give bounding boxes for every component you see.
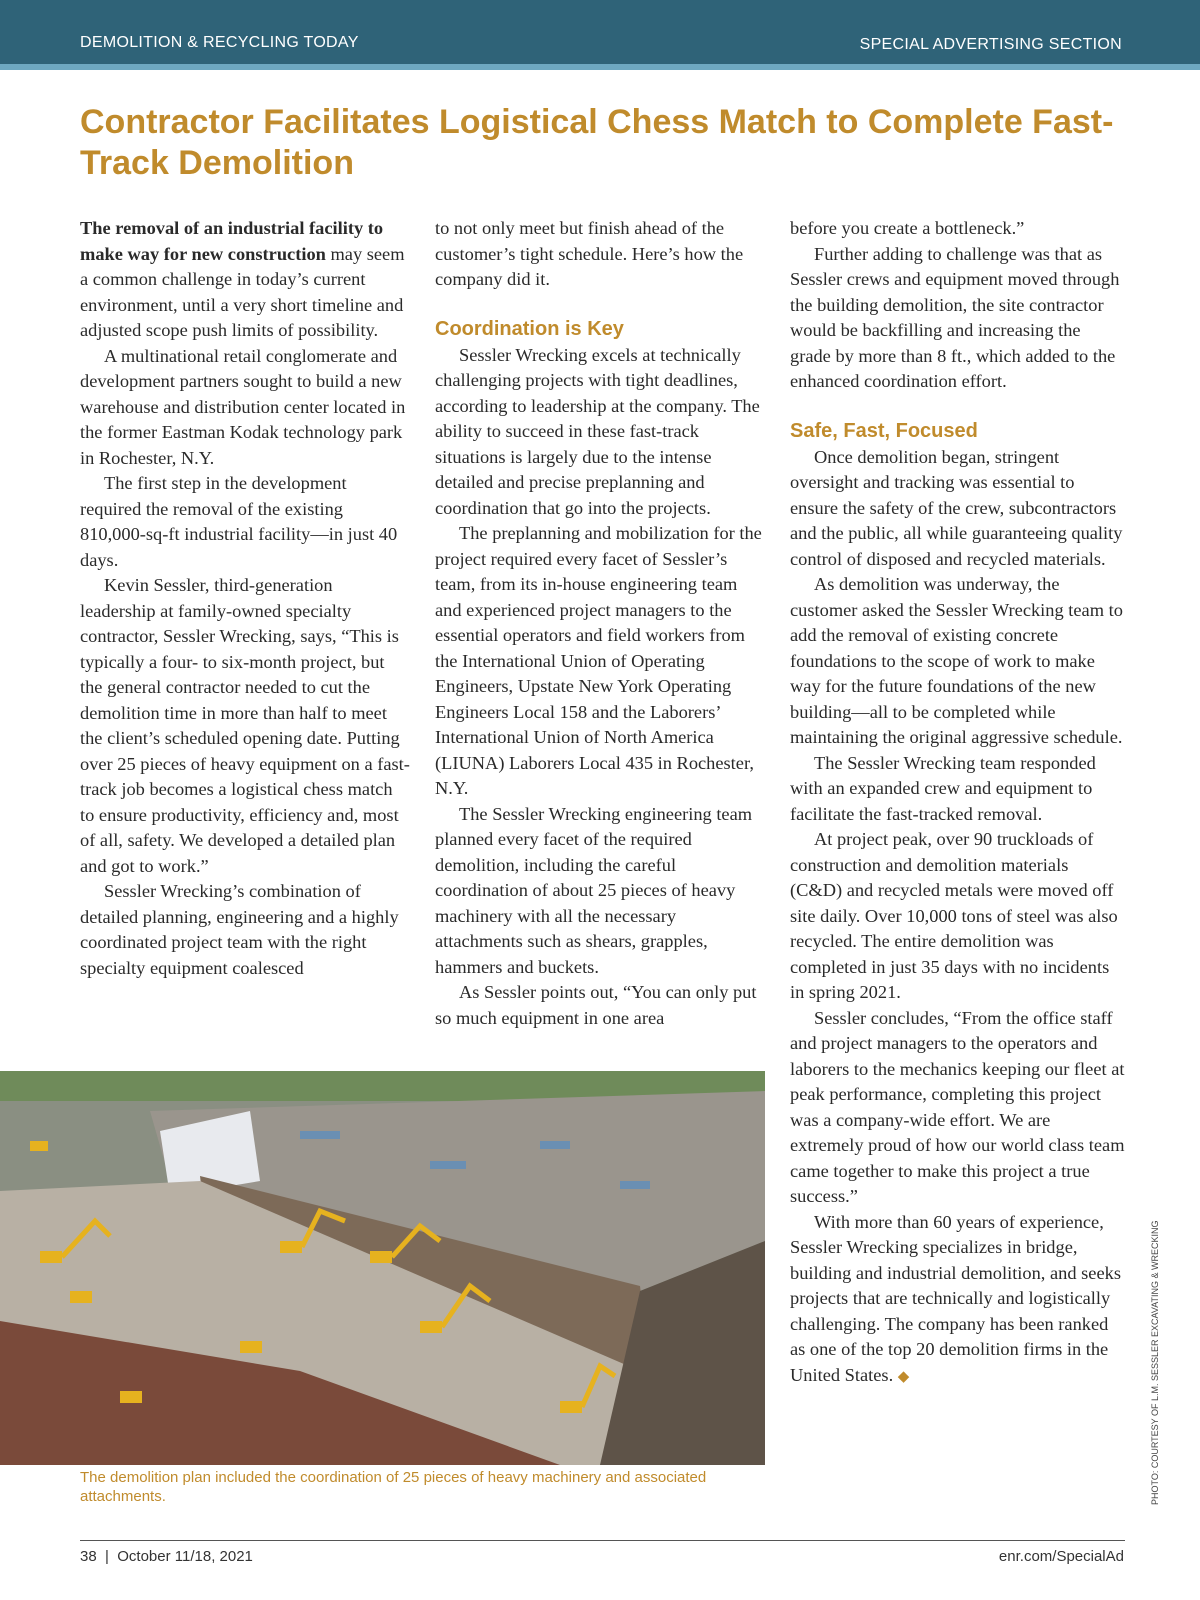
paragraph: Sessler Wrecking’s combination of detailed planning, engineering and a highly coordinated project team with the right specialty equipment coalesced [80, 881, 399, 978]
end-mark-icon: ◆ [897, 1368, 910, 1385]
subhead-safe-fast-focused: Safe, Fast, Focused [790, 419, 978, 442]
subhead-coordination: Coordination is Key [435, 317, 624, 340]
paragraph: At project peak, over 90 truckloads of construction and demolition materials (C&D) and recycled metals were moved off site daily. Over 10,000 tons of steel was also recycled. The entire demolition was completed in just 35 days with no incidents in spring 2021. [790, 829, 1118, 1002]
lead-bold: The removal of an industrial facility to make way for new construction [80, 218, 384, 264]
section-label: SPECIAL ADVERTISING SECTION [859, 36, 1122, 53]
closing-text: With more than 60 years of experience, Sessler Wrecking specializes in bridge, building and industrial demolition, and seeks projects that are technically and logistically challenging. The company has been ranked as one of the top 20 demolition firms in the United States. [790, 1211, 1121, 1385]
paragraph: As demolition was underway, the customer asked the Sessler Wrecking team to add the removal of existing concrete foundations to the scope of work to make way for the future foundations of the new building—all to be completed while maintaining the original aggressive schedule. [790, 574, 1123, 747]
footer-divider [80, 1540, 1125, 1541]
paragraph [790, 1210, 1125, 1391]
lead-paragraph [80, 216, 410, 344]
footer-url: enr.com/SpecialAd [998, 1548, 1124, 1565]
paragraph: to not only meet but finish ahead of the customer’s tight schedule. Here’s how the company did it. [435, 218, 744, 289]
paragraph: Further adding to challenge was that as Sessler crews and equipment moved through the building demolition, the site contractor would be backfilling and increasing the grade by more than 8 ft., which added to the enhanced coordination effort. [790, 243, 1120, 391]
paragraph: The preplanning and mobilization for the project required every facet of Sessler’s team, from its in-house engineering team and experienced project managers to the essential operators and field workers from the International Union of Operating Engineers, Upstate New York Operating Engineers Local 158 and the Laborers’ International Union of North America (LIUNA) Laborers Local 435 in Rochester, N.Y. [435, 523, 762, 798]
paragraph: The Sessler Wrecking engineering team planned every facet of the required demolition, including the careful coordination of about 25 pieces of heavy machinery with all the necessary attachments such as shears, grapples, hammers and buckets. [435, 803, 753, 977]
lead-rest: may seem a common challenge in today’s current environment, until a very short timeline and adjusted scope push limits of possibility. [80, 243, 405, 340]
paragraph: Sessler Wrecking excels at technically challenging projects with tight deadlines, according to leadership at the company. The ability to succeed in these fast-track situations is largely due to the intense detailed and precise preplanning and coordination that go into the projects. [435, 344, 760, 518]
photo-caption: The demolition plan included the coordination of 25 pieces of heavy machinery and associated attachments. [80, 1469, 707, 1505]
article-column-3 [790, 216, 1125, 1390]
paragraph: As Sessler points out, “You can only put so much equipment in one area [435, 982, 757, 1028]
paragraph: Sessler concludes, “From the office staff and project managers to the operators and laborers to the mechanics keeping our fleet at peak performance, completing this project was a company-wide effort. We are extremely proud of how our world class team came together to make this project a true success.” [790, 1007, 1125, 1206]
demolition-photo [0, 1071, 765, 1465]
paragraph: The first step in the development required the removal of the existing 810,000-sq-ft industrial facility—in just 40 days. [80, 473, 398, 570]
paragraph: A multinational retail conglomerate and development partners sought to build a new warehouse and distribution center located in the former Eastman Kodak technology park in Rochester, N.Y. [80, 345, 406, 468]
publication-name: DEMOLITION & RECYCLING TODAY [80, 34, 359, 51]
article-column-1 [80, 216, 410, 981]
header-accent-line [0, 64, 1200, 70]
paragraph: The Sessler Wrecking team responded with an expanded crew and equipment to facilitate the fast-tracked removal. [790, 752, 1096, 824]
photo-credit: PHOTO: COURTESY OF L.M. SESSLER EXCAVATING & WRECKING [1150, 1220, 1160, 1505]
paragraph: Kevin Sessler, third-generation leadership at family-owned specialty contractor, Sessler Wrecking, says, “This is typically a four- to six-month project, but the general contractor needed to cut the demolition time in more than half to meet the client’s scheduled opening date. Putting over 25 pieces of heavy equipment on a fast-track job becomes a logistical chess match to ensure productivity, efficiency and, most of all, safety. We developed a detailed plan and got to work.” [80, 575, 410, 876]
article-headline: Contractor Facilitates Logistical Chess Match to Complete Fast-Track Demolition [80, 103, 1114, 182]
page-number-date: 38 | October 11/18, 2021 [80, 1548, 253, 1565]
header-bar [0, 0, 1200, 64]
article-column-2 [435, 216, 765, 1031]
paragraph: Once demolition began, stringent oversight and tracking was essential to ensure the safety of the crew, subcontractors and the public, all while guaranteeing quality control of disposed and recycled materials. [790, 446, 1123, 569]
paragraph: before you create a bottleneck.” [790, 218, 1025, 238]
